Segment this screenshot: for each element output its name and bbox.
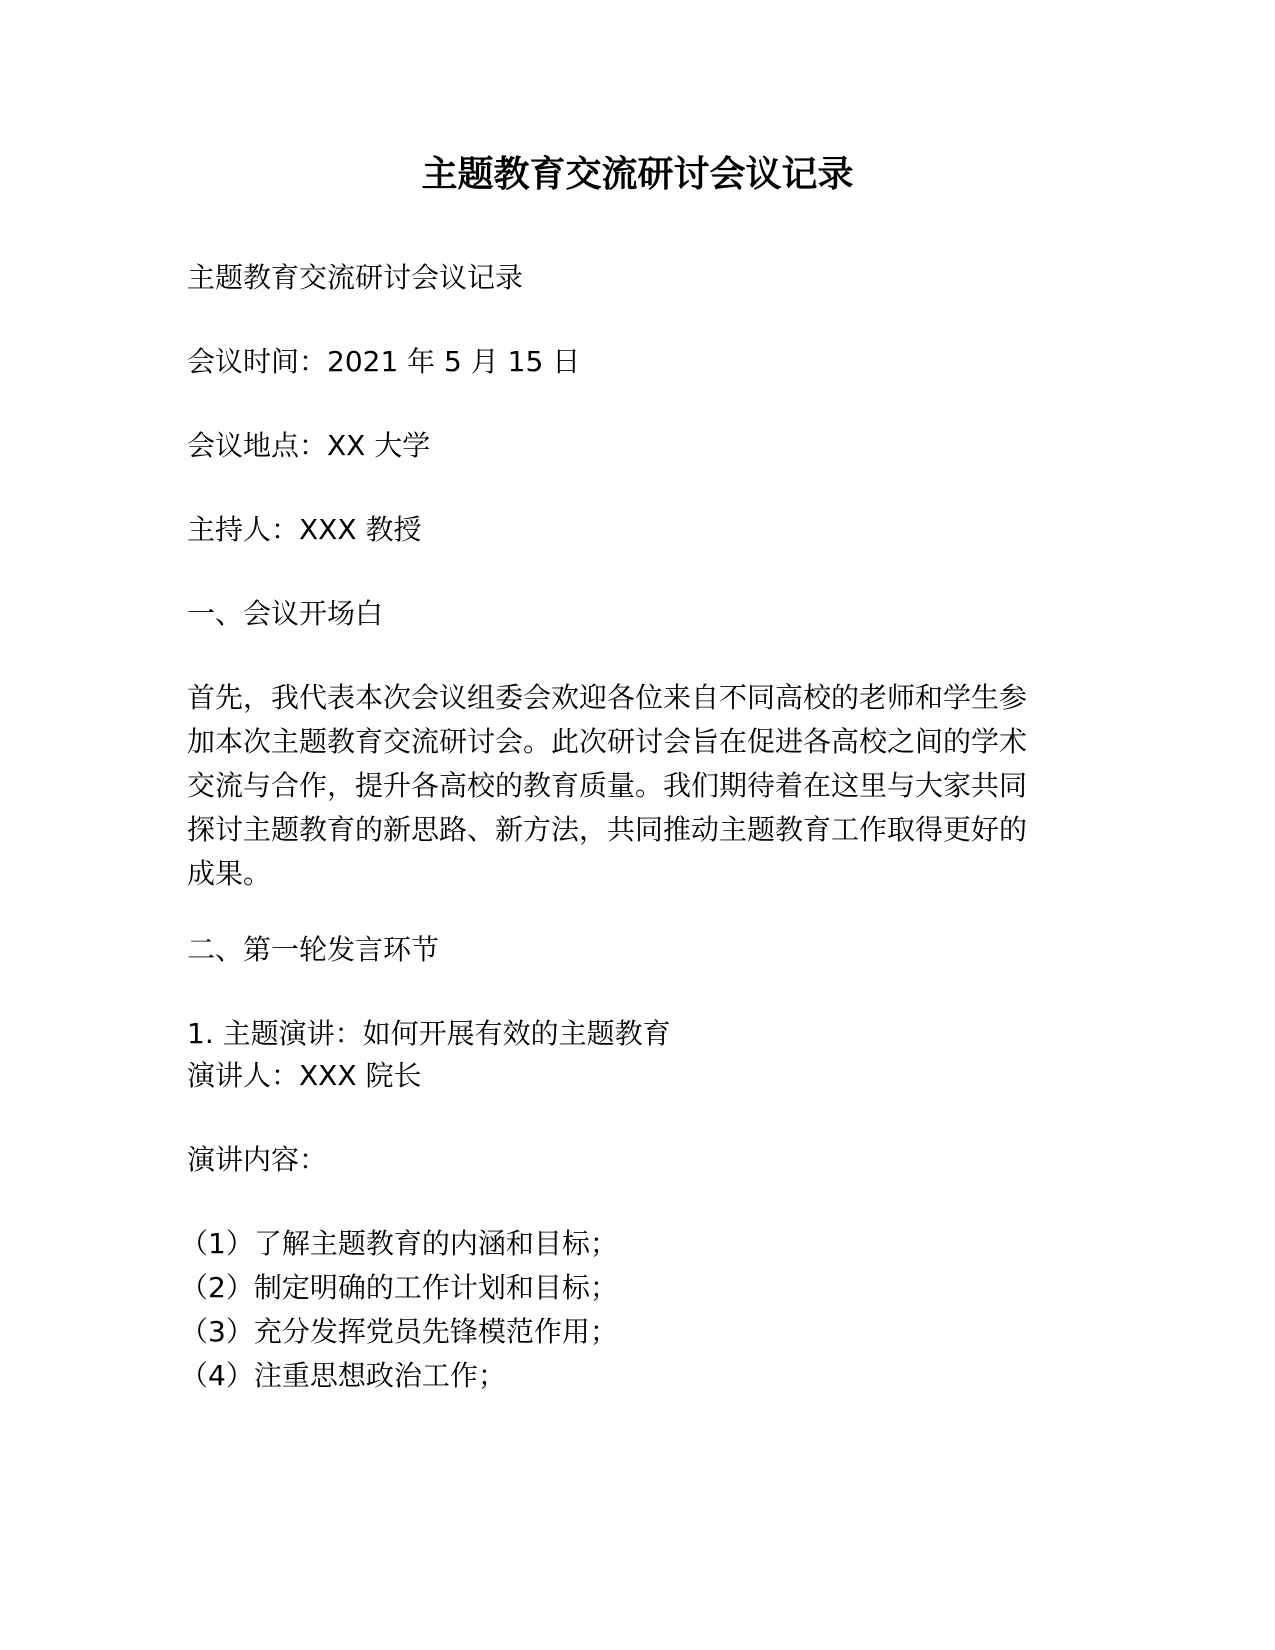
meeting-location: 会议地点：XX 大学 [187,429,431,462]
speaker: 演讲人：XXX 院长 [187,1059,422,1092]
content-list [180,1222,1060,1398]
content-label: 演讲内容： [187,1143,328,1176]
list-item: （1）了解主题教育的内涵和目标； [180,1227,618,1260]
section-2-heading: 二、第一轮发言环节 [187,933,440,966]
section-1-heading: 一、会议开场白 [187,597,384,630]
paragraph-line: 加本次主题教育交流研讨会。此次研讨会旨在促进各高校之间的学术 [187,725,1028,758]
opening-paragraph [187,676,1067,896]
document-subtitle: 主题教育交流研讨会议记录 [187,261,524,294]
meeting-time: 会议时间：2021 年 5 月 15 日 [187,345,581,378]
list-item: （2）制定明确的工作计划和目标； [180,1271,618,1304]
paragraph-line: 探讨主题教育的新思路、新方法，共同推动主题教育工作取得更好的 [187,813,1028,846]
paragraph-line: 成果。 [187,857,272,890]
list-item: （3）充分发挥党员先锋模范作用； [180,1315,618,1348]
paragraph-line: 首先，我代表本次会议组委会欢迎各位来自不同高校的老师和学生参 [187,681,1028,714]
speech-title: 1. 主题演讲：如何开展有效的主题教育 [187,1017,671,1050]
document-title: 主题教育交流研讨会议记录 [421,154,854,195]
paragraph-line: 交流与合作，提升各高校的教育质量。我们期待着在这里与大家共同 [187,769,1028,802]
meeting-host: 主持人：XXX 教授 [187,513,422,546]
list-item: （4）注重思想政治工作； [180,1359,506,1392]
